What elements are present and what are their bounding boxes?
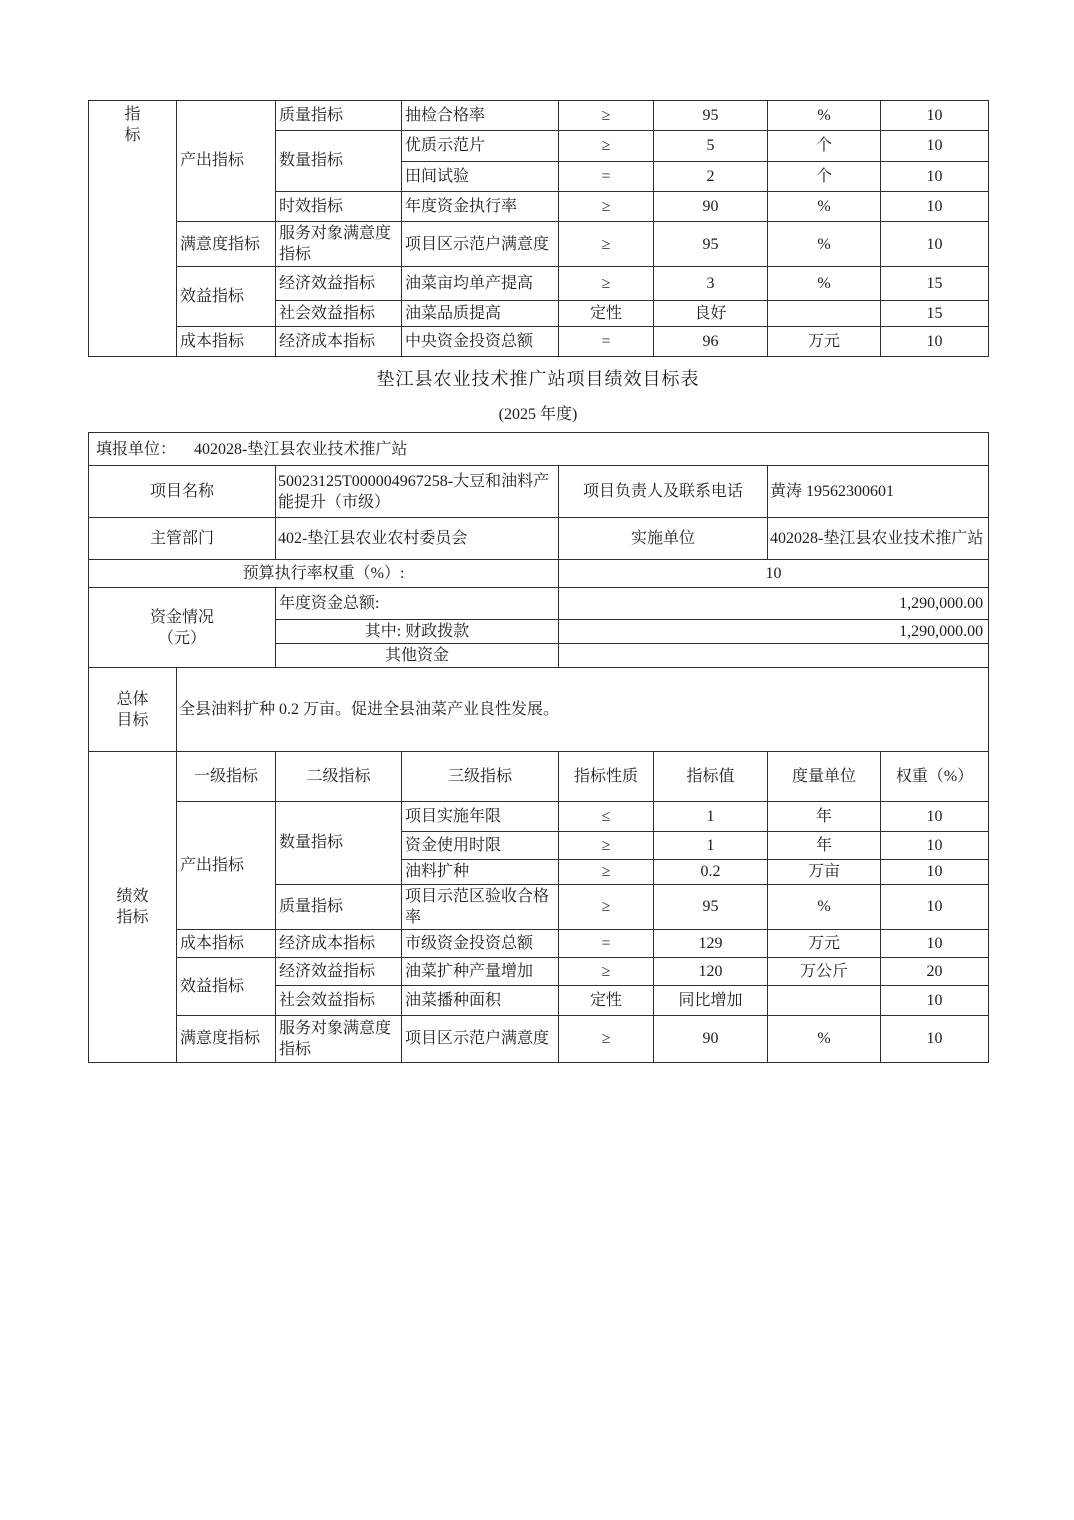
weight-cell: 10 [881, 929, 989, 957]
l3-cell: 油菜品质提高 [402, 301, 559, 327]
table-row [89, 518, 989, 560]
unit-cell: % [768, 192, 881, 222]
weight-cell: 10 [881, 192, 989, 222]
value-cell: 95 [654, 101, 768, 131]
l2-cell: 经济成本指标 [276, 929, 402, 957]
nature-cell: = [559, 162, 654, 192]
nature-cell: ≥ [559, 222, 654, 267]
nature-cell: ≥ [559, 101, 654, 131]
weight-cell: 10 [881, 1015, 989, 1062]
l3-cell: 项目区示范户满意度 [402, 222, 559, 267]
l2-cell: 服务对象满意度指标 [276, 222, 402, 267]
nature-cell: ≤ [559, 802, 654, 832]
value-cell: 2 [654, 162, 768, 192]
l3-cell: 项目区示范户满意度 [402, 1015, 559, 1062]
side-header-line: 指标 [116, 909, 149, 927]
weight-cell: 10 [881, 884, 989, 929]
table-row [89, 327, 989, 357]
nature-cell: ≥ [559, 832, 654, 860]
col-header-value: 指标值 [654, 752, 768, 802]
weight-cell: 10 [881, 222, 989, 267]
leader-value: 黄涛 19562300601 [768, 466, 989, 518]
nature-cell: ≥ [559, 1015, 654, 1062]
unit-cell [768, 985, 881, 1015]
table-row [89, 588, 989, 620]
l3-cell: 抽检合格率 [402, 101, 559, 131]
l3-cell: 项目示范区验收合格率 [402, 884, 559, 929]
table-row [89, 222, 989, 267]
indicator-continuation-table [88, 100, 989, 357]
table-row [89, 560, 989, 588]
nature-cell: ≥ [559, 884, 654, 929]
goal-label-line: 总体 [116, 690, 149, 708]
budget-rate-label: 预算执行率权重（%）: [89, 560, 559, 588]
funds-label-line: （元） [157, 629, 206, 647]
value-cell: 同比增加 [654, 985, 768, 1015]
value-cell: 1 [654, 802, 768, 832]
unit-cell: % [768, 884, 881, 929]
col-header-l1: 一级指标 [177, 752, 276, 802]
l3-cell: 优质示范片 [402, 131, 559, 162]
funds-total-label: 年度资金总额: [276, 588, 559, 620]
l3-cell: 田间试验 [402, 162, 559, 192]
l2-cell: 经济效益指标 [276, 267, 402, 301]
l2-cell: 数量指标 [276, 802, 402, 884]
funds-label-line: 资金情况 [149, 608, 214, 626]
value-cell: 95 [654, 884, 768, 929]
l2-cell: 社会效益指标 [276, 301, 402, 327]
value-cell: 90 [654, 1015, 768, 1062]
funds-section-label [89, 588, 276, 668]
l1-cell: 产出指标 [177, 802, 276, 929]
unit-cell: % [768, 101, 881, 131]
budget-rate-value: 10 [559, 560, 989, 588]
funds-total-value: 1,290,000.00 [559, 588, 989, 620]
table-row [89, 802, 989, 832]
side-header-performance [89, 752, 177, 1062]
l3-cell: 油菜播种面积 [402, 985, 559, 1015]
l2-cell: 服务对象满意度指标 [276, 1015, 402, 1062]
value-cell: 良好 [654, 301, 768, 327]
weight-cell: 10 [881, 860, 989, 884]
l3-cell: 油料扩种 [402, 860, 559, 884]
nature-cell: = [559, 929, 654, 957]
side-header-indicator [89, 101, 177, 357]
l2-cell: 质量指标 [276, 101, 402, 131]
table-row [89, 668, 989, 752]
unit-cell: % [768, 267, 881, 301]
l3-cell: 油菜扩种产量增加 [402, 957, 559, 985]
l3-cell: 资金使用时限 [402, 832, 559, 860]
value-cell: 0.2 [654, 860, 768, 884]
l3-cell: 项目实施年限 [402, 802, 559, 832]
unit-cell: 个 [768, 131, 881, 162]
overall-goal-text: 全县油料扩种 0.2 万亩。促进全县油菜产业良性发展。 [177, 668, 989, 752]
table-row [89, 433, 989, 466]
unit-cell: 年 [768, 802, 881, 832]
filing-unit-label: 填报单位： [96, 440, 177, 458]
nature-cell: ≥ [559, 267, 654, 301]
col-header-l2: 二级指标 [276, 752, 402, 802]
value-cell: 90 [654, 192, 768, 222]
implement-unit-label: 实施单位 [559, 518, 768, 560]
l1-cell: 成本指标 [177, 929, 276, 957]
page-title: 垫江县农业技术推广站项目绩效目标表 [376, 369, 700, 390]
l2-cell: 质量指标 [276, 884, 402, 929]
table-row [89, 267, 989, 301]
performance-target-table [88, 432, 989, 1063]
value-cell: 120 [654, 957, 768, 985]
value-cell: 3 [654, 267, 768, 301]
weight-cell: 10 [881, 162, 989, 192]
l2-cell: 经济效益指标 [276, 957, 402, 985]
filing-unit-value: 402028-垫江县农业技术推广站 [194, 440, 408, 458]
nature-cell: ≥ [559, 192, 654, 222]
weight-cell: 15 [881, 301, 989, 327]
funds-other-label: 其他资金 [276, 644, 559, 668]
implement-unit-value: 402028-垫江县农业技术推广站 [768, 518, 989, 560]
weight-cell: 10 [881, 802, 989, 832]
project-name-value: 50023125T000004967258-大豆和油料产能提升（市级） [276, 466, 559, 518]
funds-other-value [559, 644, 989, 668]
l2-cell: 数量指标 [276, 131, 402, 192]
col-header-unit: 度量单位 [768, 752, 881, 802]
value-cell: 95 [654, 222, 768, 267]
nature-cell: ≥ [559, 131, 654, 162]
weight-cell: 10 [881, 985, 989, 1015]
page-subtitle: (2025 年度) [498, 406, 578, 424]
table-row [89, 957, 989, 985]
l1-cell: 效益指标 [177, 267, 276, 327]
nature-cell: 定性 [559, 301, 654, 327]
table-row [89, 466, 989, 518]
funds-fiscal-label: 其中: 财政拨款 [276, 620, 559, 644]
l2-cell: 经济成本指标 [276, 327, 402, 357]
document-page [88, 100, 988, 1063]
nature-cell: = [559, 327, 654, 357]
unit-cell: % [768, 1015, 881, 1062]
department-value: 402-垫江县农业农村委员会 [276, 518, 559, 560]
weight-cell: 20 [881, 957, 989, 985]
weight-cell: 15 [881, 267, 989, 301]
goal-label-line: 目标 [116, 711, 149, 729]
unit-cell: 个 [768, 162, 881, 192]
table-row [89, 1015, 989, 1062]
unit-cell [768, 301, 881, 327]
l1-cell: 满意度指标 [177, 222, 276, 267]
l3-cell: 油菜亩均单产提高 [402, 267, 559, 301]
col-header-l3: 三级指标 [402, 752, 559, 802]
table-row [89, 929, 989, 957]
l1-cell: 产出指标 [177, 101, 276, 222]
col-header-weight: 权重（%） [881, 752, 989, 802]
table-row [89, 752, 989, 802]
l3-cell: 年度资金执行率 [402, 192, 559, 222]
l2-cell: 社会效益指标 [276, 985, 402, 1015]
weight-cell: 10 [881, 327, 989, 357]
weight-cell: 10 [881, 101, 989, 131]
l1-cell: 成本指标 [177, 327, 276, 357]
l3-cell: 市级资金投资总额 [402, 929, 559, 957]
value-cell: 1 [654, 832, 768, 860]
weight-cell: 10 [881, 832, 989, 860]
project-name-label: 项目名称 [89, 466, 276, 518]
unit-cell: 万亩 [768, 860, 881, 884]
overall-goal-label [89, 668, 177, 752]
side-header-line: 标 [124, 127, 141, 145]
side-header-line: 指 [124, 106, 141, 123]
l2-cell: 时效指标 [276, 192, 402, 222]
value-cell: 129 [654, 929, 768, 957]
table-row [89, 101, 989, 131]
unit-cell: 万公斤 [768, 957, 881, 985]
value-cell: 5 [654, 131, 768, 162]
l1-cell: 效益指标 [177, 957, 276, 1015]
col-header-nature: 指标性质 [559, 752, 654, 802]
l3-cell: 中央资金投资总额 [402, 327, 559, 357]
unit-cell: 万元 [768, 929, 881, 957]
funds-fiscal-value: 1,290,000.00 [559, 620, 989, 644]
l1-cell: 满意度指标 [177, 1015, 276, 1062]
unit-cell: 年 [768, 832, 881, 860]
filing-unit-cell [89, 433, 989, 466]
unit-cell: % [768, 222, 881, 267]
unit-cell: 万元 [768, 327, 881, 357]
nature-cell: ≥ [559, 860, 654, 884]
side-header-line: 绩效 [116, 887, 149, 905]
weight-cell: 10 [881, 131, 989, 162]
nature-cell: 定性 [559, 985, 654, 1015]
department-label: 主管部门 [89, 518, 276, 560]
nature-cell: ≥ [559, 957, 654, 985]
leader-label: 项目负责人及联系电话 [559, 466, 768, 518]
value-cell: 96 [654, 327, 768, 357]
